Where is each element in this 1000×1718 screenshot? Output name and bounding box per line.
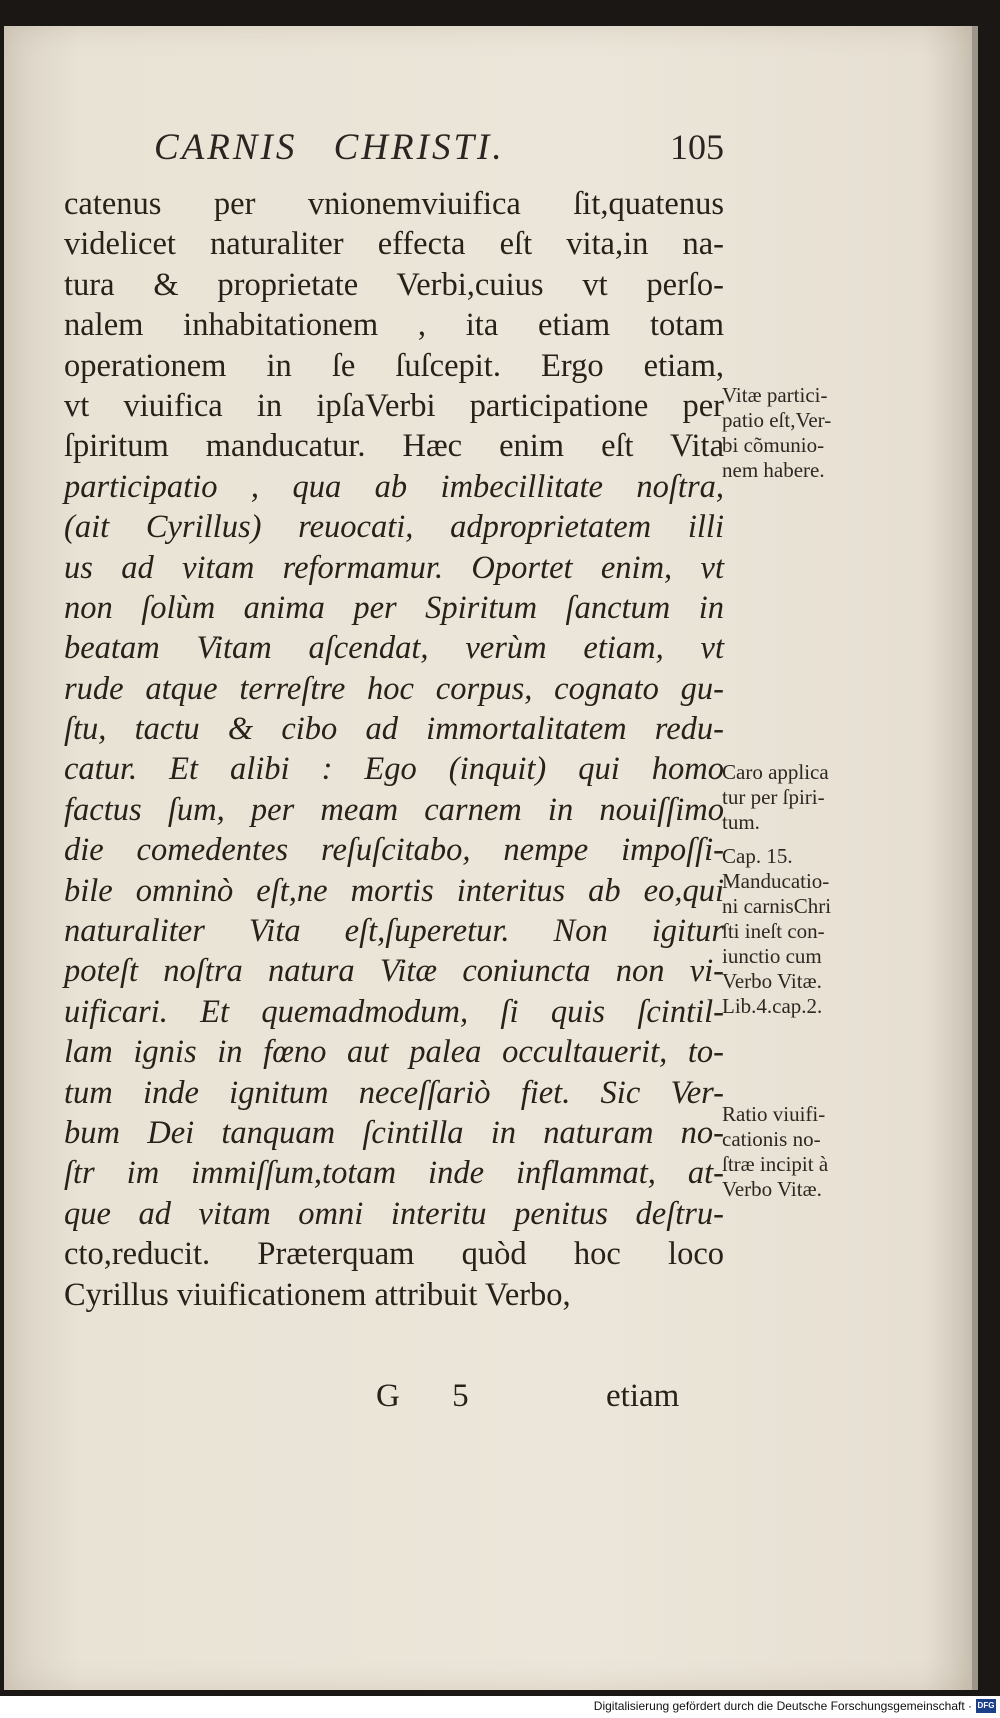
running-header	[154, 126, 724, 169]
note-line: Lib.4.cap.2.	[722, 994, 823, 1018]
note-line: Manducatio-	[722, 869, 830, 893]
side-note-2	[722, 760, 894, 835]
note-line: Ratio viuifi-	[722, 1102, 826, 1126]
text-line: catur. Et alibi : Ego (inquit) qui homo	[64, 751, 724, 788]
text-line: rude atque terreſtre hoc corpus, cognato gu-	[64, 670, 724, 707]
book-page	[4, 26, 978, 1690]
footer-credit: Digitalisierung gefördert durch die Deutsche Forschungsgemeinschaft ·	[593, 1699, 972, 1713]
note-line: nem habere.	[722, 458, 825, 482]
text-line: naturaliter Vita eſt,ſuperetur. Non igitur	[64, 913, 724, 950]
note-line: ſti ineſt con-	[722, 919, 825, 943]
text-line: catenus per vnionemviuifica ſit,quatenus	[64, 186, 724, 222]
note-line: Caro applica	[722, 760, 829, 784]
note-line: Vitæ partici-	[722, 383, 828, 407]
signature-mark: G 5	[376, 1378, 491, 1414]
text-line: tura & proprietate Verbi,cuius vt perſo-	[64, 266, 724, 303]
side-note-4	[722, 1102, 894, 1202]
side-note-1	[722, 383, 894, 483]
text-line: bile omninò eſt,ne mortis interitus ab eo,qui	[64, 872, 724, 909]
running-title: CARNIS CHRISTI.	[154, 127, 505, 168]
text-line: Cyrillus viuificationem attribuit Verbo,	[64, 1276, 571, 1313]
text-line: vt viuifica in ipſaVerbi participatione per	[64, 387, 724, 424]
text-line: poteſt noſtra natura Vitæ coniuncta non vi-	[64, 953, 724, 990]
note-line: ſtræ incipit à	[722, 1152, 829, 1176]
text-line: die comedentes reſuſcitabo, nempe impoſſi-	[64, 832, 724, 869]
note-line: ni carnisChri	[722, 894, 832, 918]
note-line: cationis no-	[722, 1127, 821, 1151]
text-line: lam ignis in fœno aut palea occultauerit, to-	[64, 1034, 724, 1071]
text-line: bum Dei tanquam ſcintilla in naturam no-	[64, 1114, 724, 1151]
note-line: iunctio cum	[722, 944, 822, 968]
note-line: tum.	[722, 810, 760, 834]
text-line: uificari. Et quemadmodum, ſi quis ſcintil-	[64, 993, 724, 1030]
note-line: patio eſt,Ver-	[722, 408, 832, 432]
text-line: nalem inhabitationem , ita etiam totam	[64, 307, 724, 344]
text-line: factus ſum, per meam carnem in nouiſſimo	[64, 791, 724, 828]
digitization-footer	[0, 1696, 1000, 1718]
text-line: tum inde ignitum neceſſariò fiet. Sic Ver-	[64, 1074, 724, 1111]
text-line: participatio , qua ab imbecillitate noſtra,	[64, 468, 724, 505]
note-line: Verbo Vitæ.	[722, 969, 822, 993]
note-line: Verbo Vitæ.	[722, 1177, 822, 1201]
text-line: que ad vitam omni interitu penitus deſtru-	[64, 1195, 724, 1232]
dfg-logo-icon: DFG	[976, 1699, 996, 1713]
text-line: us ad vitam reformamur. Oportet enim, vt	[64, 549, 724, 586]
note-line: Cap. 15.	[722, 844, 793, 868]
text-line: (ait Cyrillus) reuocati, adproprietatem illi	[64, 509, 724, 546]
text-line: ſtu, tactu & cibo ad immortalitatem redu-	[64, 711, 724, 748]
note-line: tur per ſpiri-	[722, 785, 825, 809]
main-text-block	[64, 184, 724, 1315]
text-line: ſpiritum manducatur. Hæc enim eſt Vita	[64, 428, 724, 465]
text-line: cto,reducit. Præterquam quòd hoc loco	[64, 1236, 724, 1273]
text-line: operationem in ſe ſuſcepit. Ergo etiam,	[64, 347, 724, 384]
text-line: non ſolùm anima per Spiritum ſanctum in	[64, 589, 724, 626]
page-number: 105	[670, 127, 724, 167]
catchword: etiam	[606, 1378, 680, 1414]
text-line: beatam Vitam aſcendat, verùm etiam, vt	[64, 630, 724, 667]
text-line: ſtr im immiſſum,totam inde inflammat, at-	[64, 1155, 724, 1192]
side-note-3	[722, 844, 894, 1019]
note-line: bi cõmunio-	[722, 433, 825, 457]
text-line: videlicet naturaliter effecta eſt vita,in na-	[64, 226, 724, 263]
